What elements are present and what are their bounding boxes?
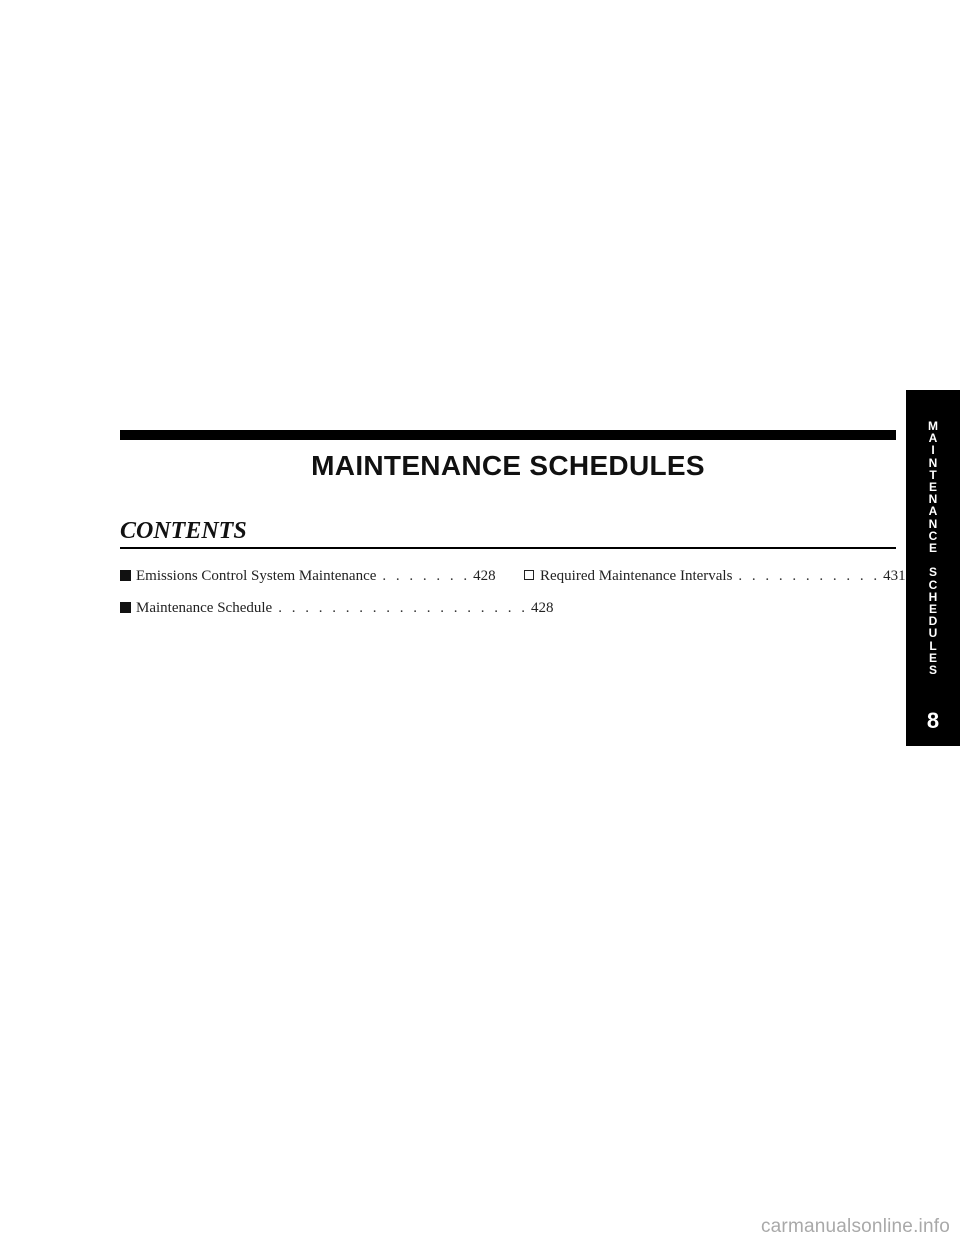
toc-entry-label: Maintenance Schedule <box>136 600 273 616</box>
toc-entry-required-maintenance-intervals[interactable] <box>524 566 906 586</box>
toc-entry-maintenance-schedule[interactable] <box>120 598 554 618</box>
chapter-title: MAINTENANCE SCHEDULES <box>311 450 705 481</box>
toc-entry-leader: . . . . . . . . . . . . . . . . . . . <box>278 600 528 616</box>
toc-entry-label: Required Maintenance Intervals <box>540 568 733 584</box>
hollow-square-bullet-icon <box>524 570 534 580</box>
filled-square-bullet-icon <box>120 602 131 613</box>
toc-entry-emissions-control[interactable] <box>120 566 494 586</box>
toc-entry-page: 428 <box>530 600 554 616</box>
chapter-side-tab <box>906 390 960 746</box>
toc-entry-page: 428 <box>473 568 496 584</box>
contents-rule <box>120 547 896 549</box>
toc-entry-leader: . . . . . . . . . . . <box>738 568 881 584</box>
side-tab-vertical-title: M A I N T E N A N C E S C H E D U L E S <box>928 419 938 678</box>
toc-entry-leader: . . . . . . . <box>382 568 471 584</box>
toc-entry-page: 431 <box>883 568 906 584</box>
watermark-text: carmanualsonline.info <box>760 1216 950 1237</box>
toc-right-column <box>524 566 906 598</box>
toc-entry-label: Emissions Control System Maintenance <box>136 568 377 584</box>
toc-left-column <box>120 566 554 630</box>
contents-heading: CONTENTS <box>120 518 247 544</box>
chapter-top-rule <box>120 430 896 440</box>
filled-square-bullet-icon <box>120 570 131 581</box>
side-tab-chapter-number: 8 <box>926 708 940 733</box>
